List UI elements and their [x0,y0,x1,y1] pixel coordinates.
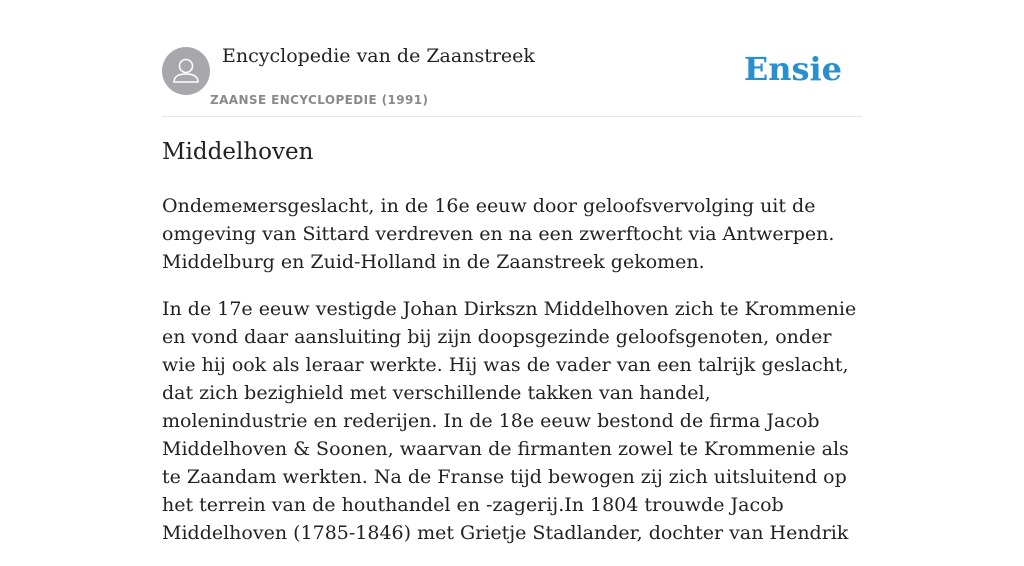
article-paragraph: Ondemeмersgeslacht, in de 16e eeuw door geloofsvervolging uit de omgeving van Sittard verdreven en na een zwerftocht via Antwerpen. Middelburg en Zuid-Holland in de Zaanstreek gekomen. [162,195,835,273]
source-subtitle[interactable]: ZAANSE ENCYCLOPEDIE (1991) [210,93,429,107]
source-title[interactable]: Encyclopedie van de Zaanstreek [222,45,535,67]
source-header [162,40,862,117]
user-placeholder-icon[interactable] [162,47,210,95]
article-headword: Middelhoven [162,139,314,165]
ensie-logo-link[interactable]: Ensie [743,50,842,88]
article-paragraph: In de 17e eeuw vestigde Johan Dirkszn Middelhoven zich te Krommenie en vond daar aansluiting bij zijn doopsgezinde geloofsgenoten, onder wie hij ook als leraar werkte. Hij was de vader van een talrijk geslacht, dat zich bezighield met verschillende takken van handel, molenindustrie en rederijen. In de 18e eeuw bestond de firma Jacob Middelhoven & Soonen, waarvan de firmanten zowel te Krommenie als te Zaandam werkten. Na de Franse tijd bewogen zij zich uitsluitend op het terrein van de houthandel en -zagerij.In 1804 trouwde Jacob Middelhoven (1785-1846) met Grietje Stadlander, dochter van Hendrik [162,298,857,544]
article-body [162,192,862,566]
